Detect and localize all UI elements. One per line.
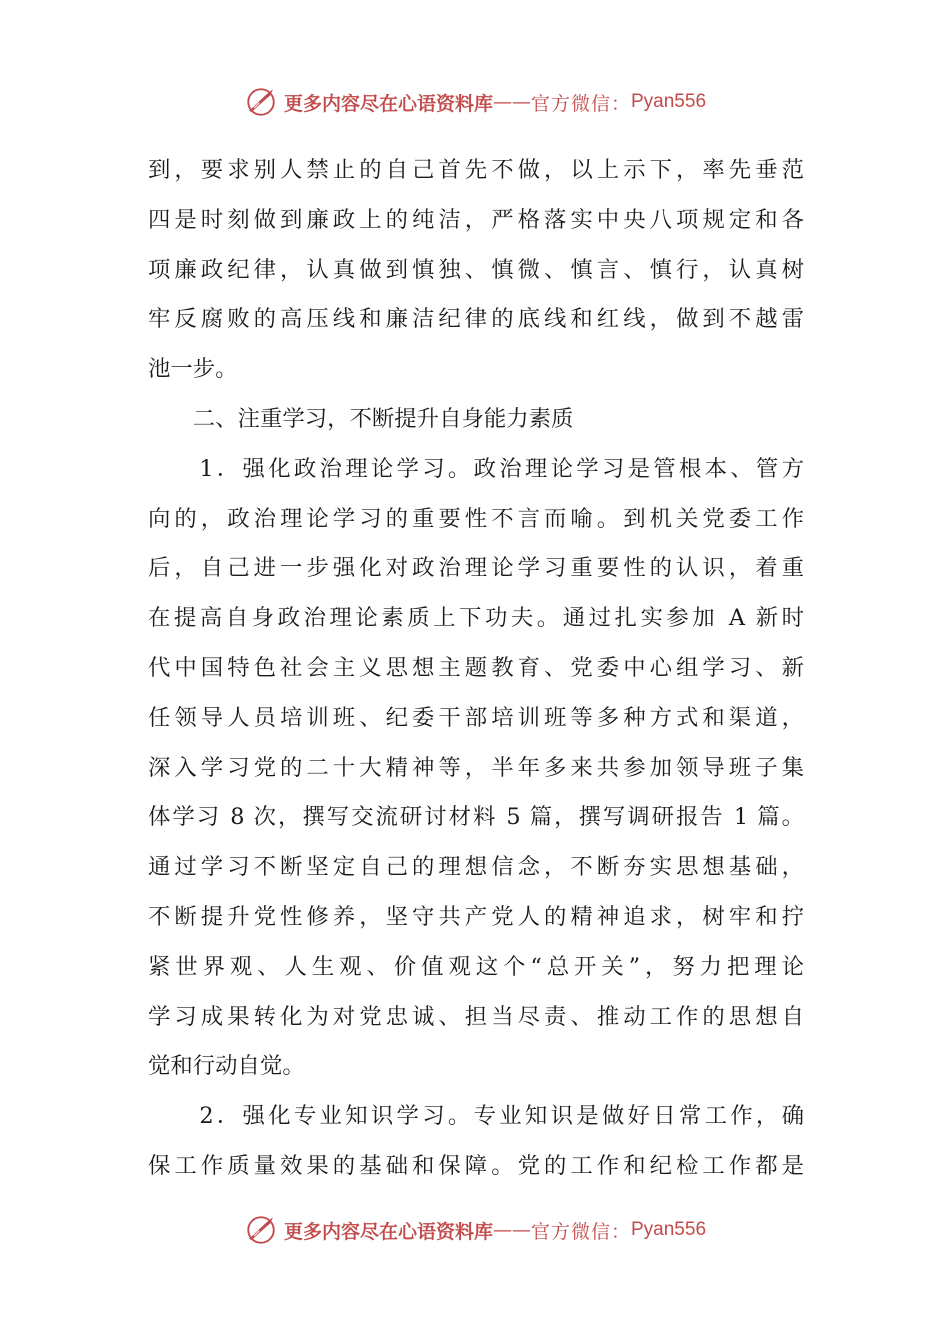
wechat-id: Pyan556 — [631, 91, 707, 112]
text-line: 1．强化政治理论学习。政治理论学习是管根本、管方 — [148, 455, 804, 482]
text-line: 通过学习不断坚定自己的理想信念，不断夯实思想基础， — [148, 854, 804, 881]
banner-dash: — — [492, 91, 512, 113]
text-line: 向的，政治理论学习的重要性不言而喻。到机关党委工作 — [148, 505, 804, 532]
banner-dash-2: — — [511, 91, 531, 113]
text-line: 体学习 8 次，撰写交流研讨材料 5 篇，撰写调研报告 1 篇。 — [148, 804, 804, 831]
text-line: 到，要求别人禁止的自己首先不做，以上示下，率先垂范 — [148, 157, 804, 183]
header-watermark-banner — [0, 82, 950, 122]
text-line: 不断提升党性修养，坚守共产党人的精神追求，树牢和拧 — [148, 903, 804, 930]
banner-dash-2: — — [511, 1219, 531, 1241]
text-line: 池一步。 — [148, 356, 238, 383]
text-line: 深入学习党的二十大精神等，半年多来共参加领导班子集 — [148, 754, 804, 781]
wechat-id: Pyan556 — [631, 1219, 707, 1240]
brand-text: 更多内容尽在心语资料库 — [283, 92, 493, 115]
text-line: 后，自己进一步强化对政治理论学习重要性的认识，着重 — [148, 555, 804, 582]
text-line: 在提高自身政治理论素质上下功夫。通过扎实参加 A 新时 — [148, 605, 804, 632]
brand-text: 更多内容尽在心语资料库 — [283, 1220, 493, 1243]
section-heading: 二、注重学习，不断提升自身能力素质 — [148, 405, 574, 432]
text-line: 保工作质量效果的基础和保障。党的工作和纪检工作都是 — [148, 1152, 804, 1179]
text-line: 项廉政纪律，认真做到慎独、慎微、慎言、慎行，认真树 — [148, 256, 804, 283]
pen-circle-logo-icon — [244, 85, 278, 119]
text-line: 2．强化专业知识学习。专业知识是做好日常工作，确 — [148, 1103, 804, 1130]
text-line: 代中国特色社会主义思想主题教育、党委中心组学习、新 — [148, 654, 804, 681]
wechat-label: 官方微信： — [530, 92, 631, 115]
wechat-label: 官方微信： — [530, 1220, 631, 1243]
banner-dash: — — [492, 1219, 512, 1241]
text-line: 学习成果转化为对党忠诚、担当尽责、推动工作的思想自 — [148, 1003, 804, 1030]
text-line: 牢反腐败的高压线和廉洁纪律的底线和红线，做到不越雷 — [148, 306, 804, 333]
text-line: 觉和行动自觉。 — [148, 1053, 305, 1080]
pen-circle-logo-icon — [244, 1213, 278, 1247]
footer-watermark-banner — [0, 1210, 950, 1250]
text-line: 紧世界观、人生观、价值观这个“总开关”，努力把理论 — [148, 953, 804, 980]
text-line: 任领导人员培训班、纪委干部培训班等多种方式和渠道， — [148, 704, 804, 731]
document-body — [148, 146, 804, 1192]
text-line: 四是时刻做到廉政上的纯洁，严格落实中央八项规定和各 — [148, 206, 804, 233]
